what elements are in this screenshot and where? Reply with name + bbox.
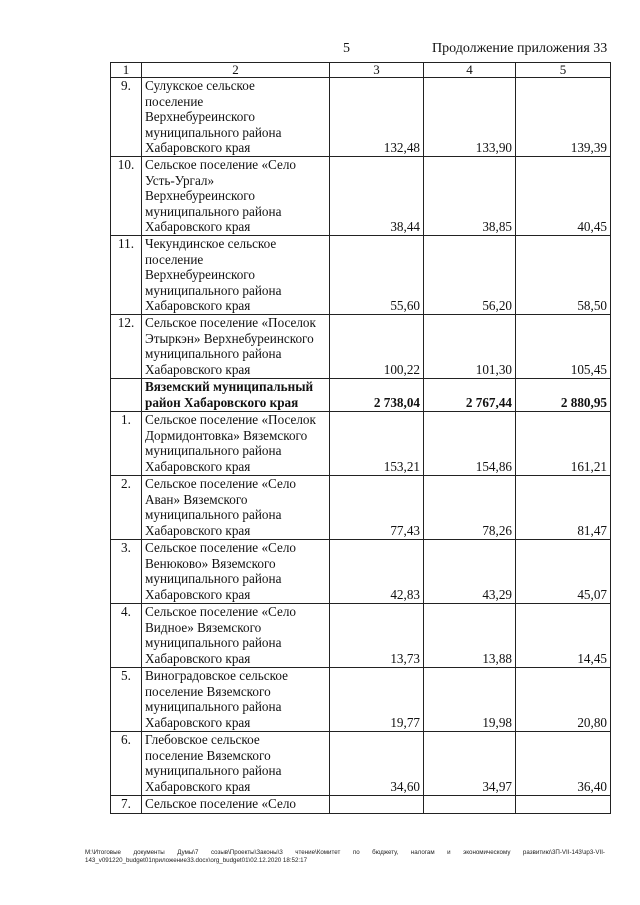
- value-cell: 19,98: [424, 668, 516, 732]
- value-cell: 2 880,95: [516, 379, 611, 412]
- municipality-name: [142, 315, 330, 379]
- file-path-footer: M:\Итоговые документы Думы\7 созыв\Проекты\Законы\3 чтение\Комитет по бюджету, налогам и экономическому развитию\3П-VII-143\зр3-VII-143_v091220_budget01приложение33.docx\org_budget01\02.12.2020 18:52:17: [85, 849, 605, 864]
- name-line: район Хабаровского края: [145, 394, 299, 410]
- table-row: [111, 732, 611, 796]
- name-line: Хабаровского края: [145, 522, 251, 538]
- municipality-name: [142, 379, 330, 412]
- value-cell: 2 767,44: [424, 379, 516, 412]
- municipality-name: [142, 540, 330, 604]
- name-line: Хабаровского края: [145, 586, 251, 602]
- row-number: [111, 379, 142, 412]
- value-cell: 34,97: [424, 732, 516, 796]
- table-row: [111, 604, 611, 668]
- row-number: 7.: [111, 796, 142, 814]
- name-line: муниципального района: [145, 346, 282, 362]
- value-cell: 20,80: [516, 668, 611, 732]
- value-cell: 77,43: [330, 476, 424, 540]
- name-line: Хабаровского края: [145, 714, 251, 730]
- value-cell: 36,40: [516, 732, 611, 796]
- row-number: 10.: [111, 157, 142, 236]
- name-line: Хабаровского края: [145, 219, 251, 235]
- municipality-name: [142, 412, 330, 476]
- value-cell: 2 738,04: [330, 379, 424, 412]
- name-line: Хабаровского края: [145, 458, 251, 474]
- table-row: [111, 236, 611, 315]
- name-line: Сельское поселение «Село: [145, 540, 297, 555]
- table-header-row: [111, 63, 611, 78]
- value-cell: 14,45: [516, 604, 611, 668]
- name-line: поселение: [145, 251, 204, 267]
- row-number: 3.: [111, 540, 142, 604]
- row-number: 12.: [111, 315, 142, 379]
- value-cell: 38,44: [330, 157, 424, 236]
- municipality-name: [142, 604, 330, 668]
- value-cell: 19,77: [330, 668, 424, 732]
- name-line: муниципального района: [145, 571, 282, 587]
- name-line: поселение Вяземского: [145, 747, 271, 763]
- value-cell: 100,22: [330, 315, 424, 379]
- value-cell: 101,30: [424, 315, 516, 379]
- name-line: муниципального района: [145, 282, 282, 298]
- table-row: [111, 412, 611, 476]
- table-row: [111, 796, 611, 814]
- table-row: [111, 668, 611, 732]
- column-header: 1: [111, 63, 142, 78]
- budget-table: [110, 62, 611, 814]
- municipality-name: [142, 476, 330, 540]
- value-cell: 161,21: [516, 412, 611, 476]
- municipality-name: [142, 157, 330, 236]
- name-line: Хабаровского края: [145, 650, 251, 666]
- value-cell: 105,45: [516, 315, 611, 379]
- name-line: Виноградовское сельское: [145, 668, 288, 683]
- row-number: 1.: [111, 412, 142, 476]
- column-header: 5: [516, 63, 611, 78]
- column-header: 3: [330, 63, 424, 78]
- name-line: муниципального района: [145, 203, 282, 219]
- name-line: Сельское поселение «Поселок: [145, 315, 316, 330]
- name-line: Хабаровского края: [145, 778, 251, 794]
- name-line: Аван» Вяземского: [145, 491, 248, 507]
- value-cell: [516, 796, 611, 814]
- value-cell: 132,48: [330, 78, 424, 157]
- name-line: Верхнебуреинского: [145, 267, 255, 283]
- value-cell: 43,29: [424, 540, 516, 604]
- name-line: Венюково» Вяземского: [145, 555, 276, 571]
- row-number: 6.: [111, 732, 142, 796]
- name-line: Верхнебуреинского: [145, 109, 255, 125]
- name-line: Сельское поселение «Село: [145, 476, 297, 491]
- value-cell: 153,21: [330, 412, 424, 476]
- value-cell: 81,47: [516, 476, 611, 540]
- name-line: Сельское поселение «Поселок: [145, 412, 316, 427]
- name-line: муниципального района: [145, 124, 282, 140]
- name-line: Глебовское сельское: [145, 732, 260, 747]
- value-cell: 34,60: [330, 732, 424, 796]
- row-number: 4.: [111, 604, 142, 668]
- value-cell: 45,07: [516, 540, 611, 604]
- name-line: поселение Вяземского: [145, 683, 271, 699]
- name-line: Чекундинское сельское: [145, 236, 277, 251]
- table-row: [111, 315, 611, 379]
- value-cell: 42,83: [330, 540, 424, 604]
- name-line: Верхнебуреинского: [145, 188, 255, 204]
- municipality-name: [142, 796, 330, 814]
- row-number: 5.: [111, 668, 142, 732]
- table-row: [111, 540, 611, 604]
- name-line: Дормидонтовка» Вяземского: [145, 427, 308, 443]
- name-line: Хабаровского края: [145, 361, 251, 377]
- table-row: [111, 157, 611, 236]
- value-cell: 133,90: [424, 78, 516, 157]
- name-line: поселение: [145, 93, 204, 109]
- name-line: Усть-Ургал»: [145, 172, 215, 188]
- name-line: муниципального района: [145, 507, 282, 523]
- value-cell: 55,60: [330, 236, 424, 315]
- value-cell: 40,45: [516, 157, 611, 236]
- continuation-label: Продолжение приложения 33: [432, 41, 608, 56]
- value-cell: 38,85: [424, 157, 516, 236]
- table-row: [111, 476, 611, 540]
- name-line: Сельское поселение «Село: [145, 796, 297, 811]
- municipality-name: [142, 732, 330, 796]
- value-cell: 154,86: [424, 412, 516, 476]
- name-line: Видное» Вяземского: [145, 619, 262, 635]
- name-line: Сельское поселение «Село: [145, 604, 297, 619]
- value-cell: [424, 796, 516, 814]
- value-cell: 58,50: [516, 236, 611, 315]
- row-number: 2.: [111, 476, 142, 540]
- name-line: Хабаровского края: [145, 140, 251, 156]
- value-cell: 13,88: [424, 604, 516, 668]
- name-line: Этыркэн» Верхнебуреинского: [145, 330, 314, 346]
- value-cell: [330, 796, 424, 814]
- page-number: 5: [343, 41, 350, 56]
- value-cell: 139,39: [516, 78, 611, 157]
- name-line: муниципального района: [145, 635, 282, 651]
- table-row: [111, 379, 611, 412]
- value-cell: 78,26: [424, 476, 516, 540]
- name-line: Вяземский муниципальный: [145, 379, 314, 394]
- municipality-name: [142, 78, 330, 157]
- name-line: муниципального района: [145, 443, 282, 459]
- column-header: 2: [142, 63, 330, 78]
- value-cell: 13,73: [330, 604, 424, 668]
- value-cell: 56,20: [424, 236, 516, 315]
- row-number: 9.: [111, 78, 142, 157]
- name-line: муниципального района: [145, 699, 282, 715]
- name-line: Сулукское сельское: [145, 78, 255, 93]
- column-header: 4: [424, 63, 516, 78]
- municipality-name: [142, 668, 330, 732]
- name-line: Хабаровского края: [145, 298, 251, 314]
- name-line: Сельское поселение «Село: [145, 157, 297, 172]
- name-line: муниципального района: [145, 763, 282, 779]
- municipality-name: [142, 236, 330, 315]
- row-number: 11.: [111, 236, 142, 315]
- table-row: [111, 78, 611, 157]
